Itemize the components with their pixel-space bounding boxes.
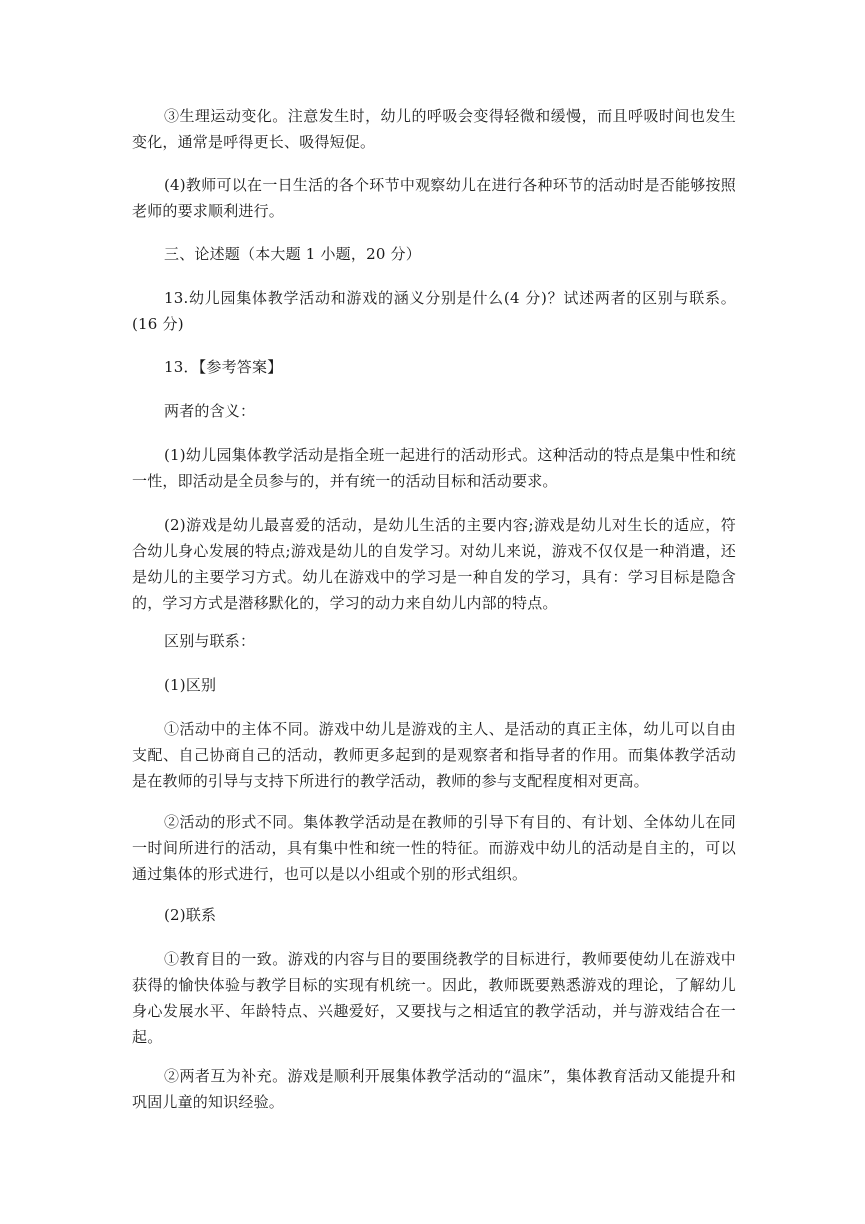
answer-heading: 13．【参考答案】: [164, 358, 283, 376]
paragraph-difference-subject: ①活动中的主体不同。游戏中幼儿是游戏的主人、是活动的真正主体，幼儿可以自由支配、自己协商自己的活动，教师更多起到的是观察者和指导者的作用。而集体教学活动是在教师的引导与支持下所进行的教学活动，教师的参与支配程度相对更高。: [132, 720, 736, 790]
paragraph-relation-purpose: ①教育目的一致。游戏的内容与目的要围绕教学的目标进行，教师要使幼儿在游戏中获得的愉快体验与教学目标的实现有机统一。因此，教师既要熟悉游戏的理论，了解幼儿身心发展水平、年龄特点、兴趣爱好，又要找与之相适宜的教学活动，并与游戏结合在一起。: [132, 950, 736, 1046]
question-13: 13.幼儿园集体教学活动和游戏的涵义分别是什么(4 分)？试述两者的区别与联系。(16 分): [132, 289, 736, 333]
paragraph-relation-complement: ②两者互为补充。游戏是顺利开展集体教学活动的“温床”，集体教育活动又能提升和巩固儿童的知识经验。: [132, 1067, 736, 1111]
paragraph-difference-form: ②活动的形式不同。集体教学活动是在教师的引导下有目的、有计划、全体幼儿在同一时间所进行的活动，具有集中性和统一性的特征。而游戏中幼儿的活动是自主的，可以通过集体的形式进行，也可以是以小组或个别的形式组织。: [132, 813, 736, 883]
subheading-difference: (1)区别: [164, 676, 217, 694]
subheading-meanings: 两者的含义：: [164, 402, 256, 420]
section-heading-essay: 三、论述题（本大题 1 小题，20 分）: [164, 245, 421, 263]
paragraph-collective-teaching: (1)幼儿园集体教学活动是指全班一起进行的活动形式。这种活动的特点是集中性和统一性，即活动是全员参与的，并有统一的活动目标和活动要求。: [132, 446, 736, 490]
paragraph-physiological-change: ③生理运动变化。注意发生时，幼儿的呼吸会变得轻微和缓慢，而且呼吸时间也发生变化，通常是呼得更长、吸得短促。: [132, 107, 736, 151]
subheading-difference-relation: 区别与联系：: [164, 632, 256, 650]
paragraph-teacher-observation: (4)教师可以在一日生活的各个环节中观察幼儿在进行各种环节的活动时是否能够按照老师的要求顺利进行。: [132, 176, 736, 220]
subheading-relation: (2)联系: [164, 906, 217, 924]
paragraph-game-meaning: (2)游戏是幼儿最喜爱的活动，是幼儿生活的主要内容;游戏是幼儿对生长的适应，符合幼儿身心发展的特点;游戏是幼儿的自发学习。对幼儿来说，游戏不仅仅是一种消遣，还是幼儿的主要学习方式。幼儿在游戏中的学习是一种自发的学习，具有：学习目标是隐含的，学习方式是潜移默化的，学习的动力来自幼儿内部的特点。: [132, 516, 736, 612]
